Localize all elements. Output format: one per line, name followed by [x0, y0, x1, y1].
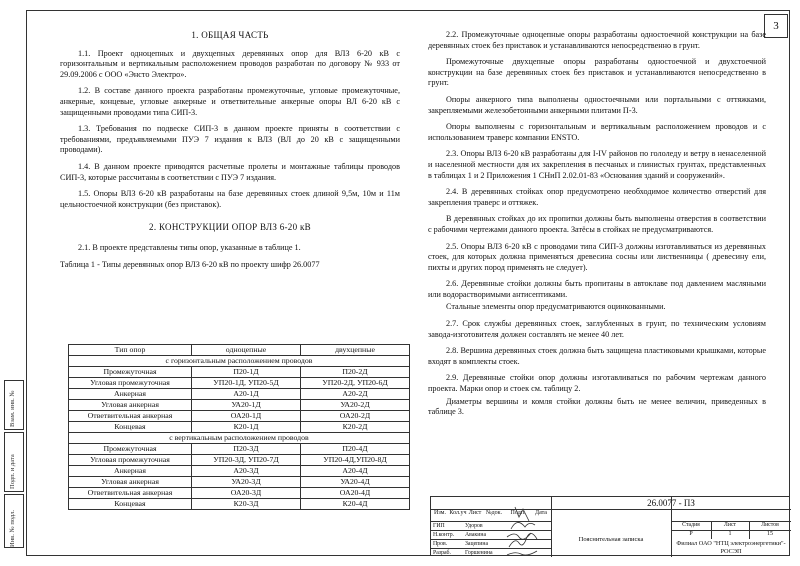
table-cell: К20-1Д: [192, 422, 301, 433]
rev-col: Изм.: [434, 510, 446, 516]
table-header-row: [69, 345, 410, 356]
role-person: Горшенина: [465, 550, 493, 556]
stadia-value: Р: [689, 531, 693, 537]
role-row: [433, 531, 503, 540]
paragraph-1-2: 1.2. В составе данного проекта разработаны промежуточные, угловые промежуточные, анкерные, концевые, угловые анкерные и ответвительные анкерные опоры ВЛ 6-20 кВ с защищенными проводами типа СИП-3.: [60, 86, 400, 117]
paragraph-2-2: 2.2. Промежуточные одноцепные опоры разработаны одностоечной конструкции на базе деревянных стоек без приставок и устанавливаются непосредственно в грунт.: [428, 30, 766, 50]
section-1-heading: 1. ОБЩАЯ ЧАСТЬ: [191, 30, 269, 40]
table-row: [69, 367, 410, 378]
rev-col: Лист: [468, 510, 482, 516]
paragraph-2-4b: В деревянных стойках до их пропитки должны быть выполнены отверстия в соответствии с рабочими чертежами данного проекта. Затёсы в стойках не предусматриваются.: [428, 214, 766, 234]
table-cell: ОА20-2Д: [301, 411, 410, 422]
stadia-label: Стадия: [682, 522, 700, 528]
table-caption: Таблица 1 - Типы деревянных опор ВЛЗ 6-20 кВ по проекту шифр 26.0077: [60, 259, 320, 269]
paragraph-1-4: 1.4. В данном проекте приводятся расчетные пролеты и монтажные таблицы проводов СИП-3, которые рассчитаны в соответствии с ПУЭ 7 издания.: [60, 161, 400, 182]
left-column: [60, 30, 400, 276]
table-cell: Угловая анкерная: [69, 477, 192, 488]
listov-label: Листов: [761, 522, 779, 528]
table-row: [69, 400, 410, 411]
table-section-row: с вертикальным расположением проводов: [69, 433, 410, 444]
roles-list: [433, 522, 503, 558]
table-cell: А20-3Д: [192, 466, 301, 477]
table-cell: Ответвительная анкерная: [69, 488, 192, 499]
paragraph-2-5: 2.5. Опоры ВЛЗ 6-20 кВ с проводами типа СИП-3 должны изготавливаться из деревянных стоек, для которых должна применяться древесина сосны или лиственницы ( древесину ели, пихты и других пород применять не следует).: [428, 241, 766, 272]
side-box-replace: [4, 380, 24, 430]
sheet-number: 3: [764, 14, 788, 38]
side-label-replace: Взам. инв. №: [9, 390, 16, 427]
table-cell: ОА20-3Д: [192, 488, 301, 499]
table-cell: Промежуточная: [69, 444, 192, 455]
table-cell: Угловая анкерная: [69, 400, 192, 411]
paragraph-2-3: 2.3. Опоры ВЛЗ 6-20 кВ разработаны для I-IV районов по гололеду и ветру в ненаселенной и населенной местности для их закрепления в песчаных и глинистых грунтах, представленных в таблицах 1 и 2 Приложения 1 СНиП 2.02.01-83 «Основания зданий и сооружений».: [428, 149, 766, 180]
role-title: Пров.: [433, 541, 448, 547]
table-cell: Анкерная: [69, 389, 192, 400]
table-cell: П20-1Д: [192, 367, 301, 378]
table-cell: УП20-2Д, УП20-6Д: [301, 378, 410, 389]
paragraph-2-7: 2.7. Срок службы деревянных стоек, заглубленных в грунт, по техническим условиям завода-изготовителя должен составлять не менее 40 лет.: [428, 319, 766, 339]
table-cell: Угловая промежуточная: [69, 378, 192, 389]
role-title: Н.контр.: [433, 532, 455, 538]
side-label-inv: Инв. № подл.: [9, 509, 16, 547]
table-cell: Угловая промежуточная: [69, 455, 192, 466]
table-cell: А20-2Д: [301, 389, 410, 400]
signatures-icon: [501, 499, 551, 555]
rev-col: Дата: [535, 510, 547, 516]
paragraph-2-2c: Опоры анкерного типа выполнены одностоечными или портальными с оттяжками, закрепляемыми железобетонными анкерными плитами П-3.: [428, 94, 766, 115]
rev-col: Подп.: [510, 510, 526, 516]
table-cell: УП20-4Д,УП20-8Д: [301, 455, 410, 466]
table-cell: ОА20-4Д: [301, 488, 410, 499]
paragraph-2-6: 2.6. Деревянные стойки должны быть пропитаны в автоклаве под давлением масляными или водорастворимыми антисептиками.: [428, 279, 766, 299]
table-cell: УП20-3Д, УП20-7Д: [192, 455, 301, 466]
table-cell: К20-4Д: [301, 499, 410, 510]
list-label: Лист: [723, 522, 737, 528]
table-cell: П20-2Д: [301, 367, 410, 378]
table-cell: Концевая: [69, 422, 192, 433]
table-row: [69, 444, 410, 455]
side-label-sign: Подп. и дата: [9, 454, 16, 489]
list-value: 1: [728, 531, 732, 537]
role-row: [433, 540, 503, 549]
table-cell: УА20-2Д: [301, 400, 410, 411]
table-row: [69, 422, 410, 433]
title-block: [430, 496, 790, 556]
role-person: Авакина: [465, 532, 487, 538]
document-code: 26.0077 - ПЗ: [647, 498, 695, 508]
table-row: [69, 411, 410, 422]
paragraph-2-4: 2.4. В деревянных стойках опор предусмотрено необходимое количество отверстий для закрепления траверс и оттяжек.: [428, 187, 766, 207]
table-cell: А20-1Д: [192, 389, 301, 400]
table-cell: Анкерная: [69, 466, 192, 477]
paragraph-2-1: 2.1. В проекте представлены типы опор, указанные в таблице 1.: [78, 242, 301, 252]
section-2-heading: 2. КОНСТРУКЦИИ ОПОР ВЛЗ 6-20 кВ: [149, 222, 311, 233]
table-row: [69, 466, 410, 477]
right-column: [428, 30, 766, 424]
document-title: Пояснительная записка: [578, 535, 644, 543]
table-header-cell: Тип опор: [69, 345, 192, 356]
organization-name: Филиал ОАО "НТЦ электроэнергетики"- РОСЭП: [676, 540, 786, 555]
table-cell: К20-3Д: [192, 499, 301, 510]
role-person: Зацепина: [465, 541, 489, 547]
paragraph-2-9b: Диаметры вершины и комля стойки должны быть не менее величин, приведенных в таблице 3.: [428, 396, 766, 417]
paragraph-1-5: 1.5. Опоры ВЛЗ 6-20 кВ разработаны на базе деревянных стоек длиной 9,5м, 10м и 11м цельностоечной конструкции (без приставок).: [60, 189, 400, 209]
table-row: [69, 477, 410, 488]
side-box-inv: [4, 494, 24, 548]
table-cell: УА20-4Д: [301, 477, 410, 488]
paragraph-2-6b: Стальные элементы опор предусматриваются оцинкованными.: [446, 302, 666, 312]
table-row: [69, 378, 410, 389]
table-1: [68, 344, 410, 510]
table-cell: П20-3Д: [192, 444, 301, 455]
role-person: Удоров: [465, 523, 483, 529]
role-title: Разраб.: [433, 550, 451, 556]
listov-value: 15: [767, 531, 773, 537]
role-title: ГИП: [433, 523, 445, 529]
table-cell: УА20-1Д: [192, 400, 301, 411]
table-header-cell: двухцепные: [301, 345, 410, 356]
table-cell: К20-2Д: [301, 422, 410, 433]
paragraph-2-2b: Промежуточные двухцепные опоры разработаны одностоечной и двухстоечной конструкции на базе деревянных стоек без приставок и устанавливаются непосредственно в грунт.: [428, 57, 766, 88]
table-cell: П20-4Д: [301, 444, 410, 455]
paragraph-1-3: 1.3. Требования по подвеске СИП-3 в данном проекте приняты в соответствии с требованиями, предъявляемыми ПУЭ 7 издания к ВЛЗ (ВЛ до 20 кВ с защищенными проводами).: [60, 124, 400, 155]
table-row: [69, 389, 410, 400]
table-row: [69, 499, 410, 510]
side-strip: [0, 380, 26, 550]
paragraph-2-8: 2.8. Вершина деревянных стоек должна быть защищена пластиковыми крышками, которые входят в комплекты стоек.: [428, 346, 766, 366]
table-cell: ОА20-1Д: [192, 411, 301, 422]
table-row: [69, 455, 410, 466]
side-box-sign: [4, 432, 24, 492]
role-row: [433, 522, 503, 531]
table-cell: УА20-3Д: [192, 477, 301, 488]
paragraph-1-1: 1.1. Проект одноцепных и двухцепных деревянных опор для ВЛЗ 6-20 кВ с горизонтальным и вертикальным расположением проводов разработан по договору № 933 от 29.09.2006 с ООО «Энсто Электро».: [60, 48, 400, 79]
rev-col: №док.: [485, 510, 503, 516]
role-row: [433, 549, 503, 558]
rev-col: Кол.уч: [449, 510, 467, 516]
table-cell: Ответвительная анкерная: [69, 411, 192, 422]
table-cell: А20-4Д: [301, 466, 410, 477]
paragraph-2-2d: Опоры выполнены с горизонтальным и вертикальным расположением проводов и с использованием траверс компании ENSTO.: [428, 122, 766, 142]
table-cell: УП20-1Д, УП20-5Д: [192, 378, 301, 389]
table-section-row: с горизонтальным расположением проводов: [69, 356, 410, 367]
table-row: [69, 488, 410, 499]
table-cell: Промежуточная: [69, 367, 192, 378]
table-header-cell: одноцепные: [192, 345, 301, 356]
paragraph-2-9: 2.9. Деревянные стойки опор должны изготавливаться по рабочим чертежам данного проекта. Марки опор и стоек см. таблицу 2.: [428, 373, 766, 394]
table-cell: Концевая: [69, 499, 192, 510]
